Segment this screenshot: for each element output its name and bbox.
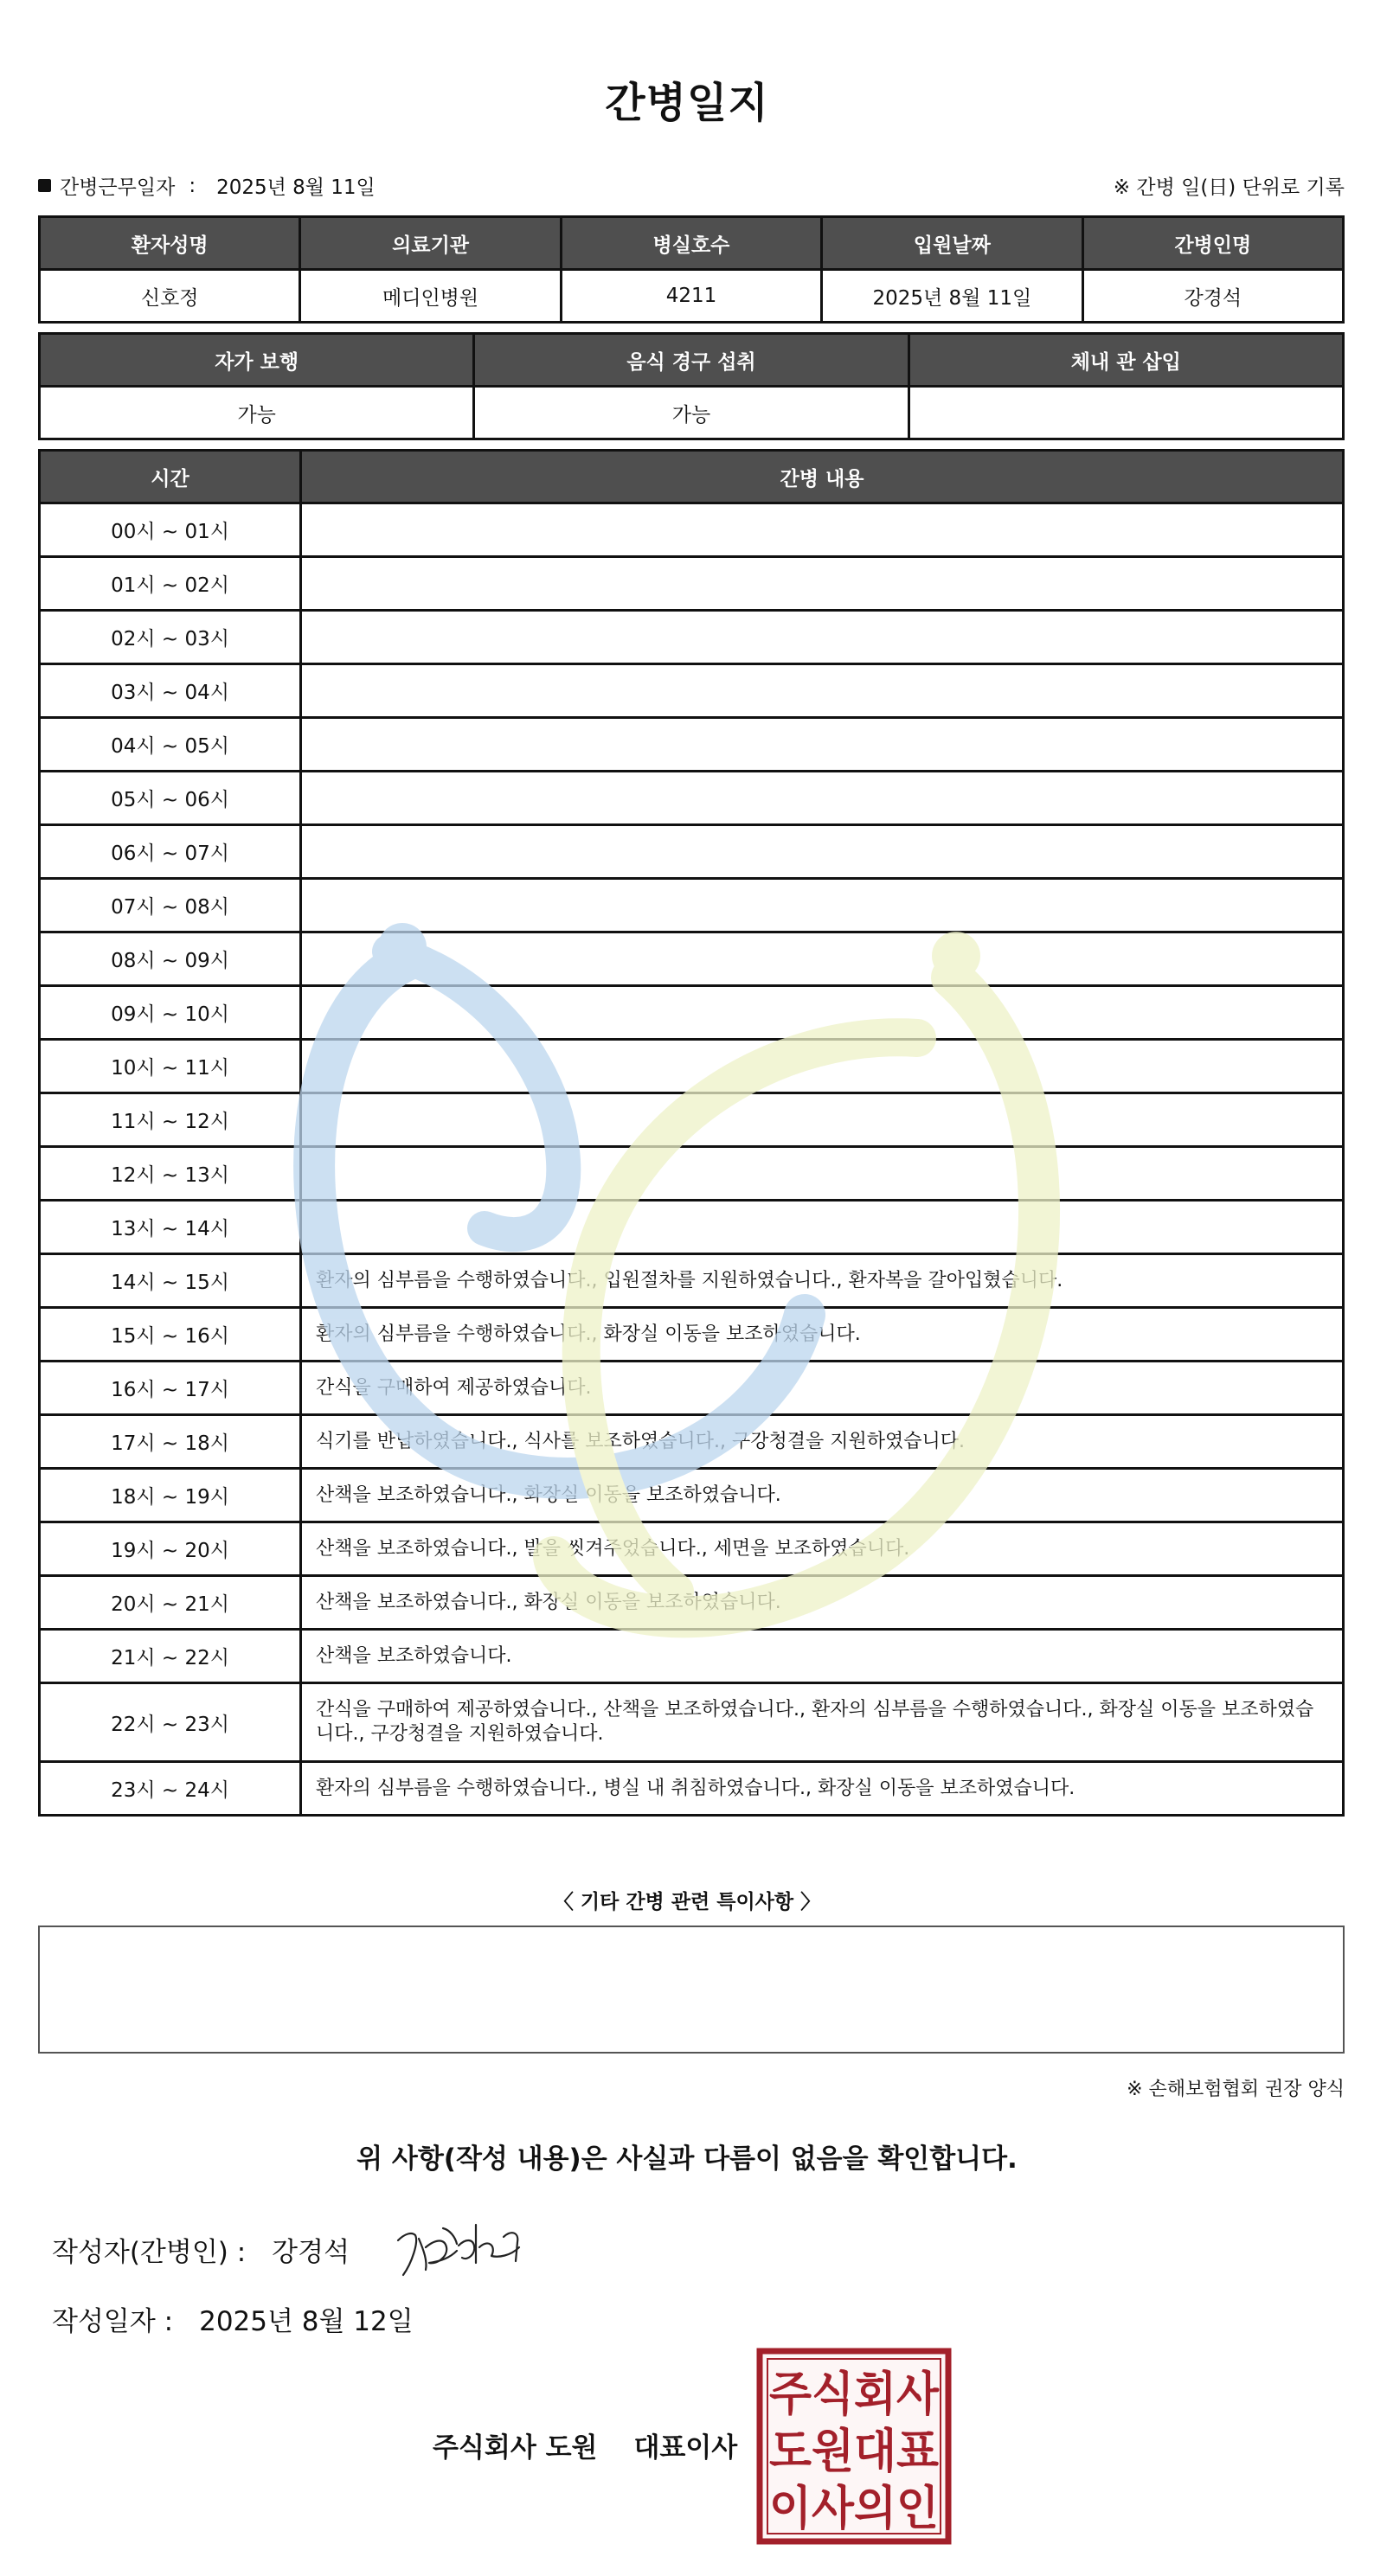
written-date-value: 2025년 8월 12일 [199,2306,414,2337]
time-cell: 06시 ~ 07시 [40,825,301,879]
written-date-label: 작성일자 : [52,2306,174,2337]
oral-intake: 가능 [474,387,909,439]
table-row [40,1762,1344,1816]
bullet-square-icon [38,179,51,192]
work-date-value: 2025년 8월 11일 [216,176,376,199]
content-cell [301,503,1344,557]
content-cell [301,664,1344,718]
header-time: 시간 [40,451,301,503]
document-title: 간병일지 [605,79,769,127]
table-row [40,1576,1344,1630]
table-row [40,718,1344,772]
content-cell: 간식을 구매하여 제공하였습니다., 산책을 보조하였습니다., 환자의 심부름을 수행하였습니다., 화장실 이동을 보조하였습니다., 구강청결을 지원하였습니다. [301,1683,1344,1762]
work-date-colon: : [189,174,196,197]
header-patient-name: 환자성명 [40,217,300,270]
content-cell [301,1093,1344,1147]
table-header-row [40,217,1344,270]
company-name: 주식회사 도원 [433,2432,598,2464]
remarks-box [38,1926,1345,2054]
table-row [40,387,1344,439]
table-row [40,1522,1344,1576]
header-oral-intake: 음식 경구 섭취 [474,334,909,387]
caregiver-name: 강경석 [1082,270,1343,323]
time-cell: 08시 ~ 09시 [40,932,301,986]
time-cell: 11시 ~ 12시 [40,1093,301,1147]
unit-note: ※ 간병 일(日) 단위로 기록 [1113,176,1345,199]
work-date-label: 간병근무일자 [60,176,176,199]
table-header-row [40,451,1344,503]
hospital: 메디인병원 [300,270,561,323]
time-cell: 05시 ~ 06시 [40,772,301,825]
header-tube-insertion: 체내 관 삽입 [909,334,1343,387]
work-date [38,171,376,200]
content-cell: 산책을 보조하였습니다. [301,1630,1344,1683]
table-row [40,270,1344,323]
tube-insertion [909,387,1343,439]
written-date-row [52,2299,414,2338]
time-cell: 02시 ~ 03시 [40,611,301,664]
table-row [40,1201,1344,1254]
admission-date: 2025년 8월 11일 [822,270,1082,323]
content-cell: 환자의 심부름을 수행하였습니다., 입원절차를 지원하였습니다., 환자복을 갈아입혔습니다. [301,1254,1344,1308]
content-cell: 환자의 심부름을 수행하였습니다., 화장실 이동을 보조하였습니다. [301,1308,1344,1362]
content-cell: 산책을 보조하였습니다., 화장실 이동을 보조하였습니다. [301,1576,1344,1630]
content-cell: 환자의 심부름을 수행하였습니다., 병실 내 취침하였습니다., 화장실 이동을 보조하였습니다. [301,1762,1344,1816]
table-row [40,503,1344,557]
content-cell [301,932,1344,986]
content-cell: 간식을 구매하여 제공하였습니다. [301,1362,1344,1415]
seal-line-2: 도원대표 [769,2424,939,2478]
table-row [40,557,1344,611]
time-cell: 23시 ~ 24시 [40,1762,301,1816]
seal-line-1: 주식회사 [769,2367,940,2421]
header-hospital: 의료기관 [300,217,561,270]
header-room-number: 병실호수 [561,217,821,270]
table-row [40,932,1344,986]
content-cell [301,611,1344,664]
table-row [40,1040,1344,1093]
content-cell [301,1201,1344,1254]
content-cell [301,986,1344,1040]
patient-name: 신호정 [40,270,300,323]
table-row [40,1362,1344,1415]
header-caregiver-name: 간병인명 [1082,217,1343,270]
company-seal-stamp [754,2346,953,2547]
table-row [40,879,1344,932]
content-cell [301,1147,1344,1201]
meta-row [38,171,1345,201]
time-cell: 01시 ~ 02시 [40,557,301,611]
header-self-walking: 자가 보행 [40,334,474,387]
table-row [40,825,1344,879]
remarks-title: 〈 기타 간병 관련 특이사항 〉 [553,1891,821,1913]
time-cell: 15시 ~ 16시 [40,1308,301,1362]
seal-line-3: 이사의인 [769,2481,939,2535]
content-cell [301,718,1344,772]
table-row [40,1308,1344,1362]
patient-ability-table [38,332,1345,440]
time-cell: 04시 ~ 05시 [40,718,301,772]
care-log-table [38,449,1345,1817]
table-row [40,611,1344,664]
table-row [40,772,1344,825]
table-row [40,986,1344,1040]
writer-row [52,2230,350,2269]
time-cell: 10시 ~ 11시 [40,1040,301,1093]
time-cell: 22시 ~ 23시 [40,1683,301,1762]
writer-name: 강경석 [272,2237,350,2268]
header-admission-date: 입원날짜 [822,217,1082,270]
table-row [40,1415,1344,1469]
time-cell: 18시 ~ 19시 [40,1469,301,1522]
handwritten-signature [389,2213,545,2282]
time-cell: 03시 ~ 04시 [40,664,301,718]
time-cell: 16시 ~ 17시 [40,1362,301,1415]
writer-label: 작성자(간병인) : [52,2237,247,2268]
time-cell: 09시 ~ 10시 [40,986,301,1040]
company-ceo-title: 대표이사 [633,2432,738,2464]
time-cell: 19시 ~ 20시 [40,1522,301,1576]
time-cell: 13시 ~ 14시 [40,1201,301,1254]
content-cell [301,825,1344,879]
content-cell: 산책을 보조하였습니다., 발을 씻겨주었습니다., 세면을 보조하였습니다. [301,1522,1344,1576]
header-care-content: 간병 내용 [301,451,1344,503]
time-cell: 17시 ~ 18시 [40,1415,301,1469]
time-cell: 20시 ~ 21시 [40,1576,301,1630]
content-cell [301,772,1344,825]
table-header-row [40,334,1344,387]
confirm-statement: 위 사항(작성 내용)은 사실과 다름이 없음을 확인합니다. [356,2143,1018,2175]
content-cell [301,879,1344,932]
time-cell: 21시 ~ 22시 [40,1630,301,1683]
time-cell: 00시 ~ 01시 [40,503,301,557]
table-row [40,1147,1344,1201]
content-cell: 식기를 반납하였습니다., 식사를 보조하였습니다., 구강청결을 지원하였습니다. [301,1415,1344,1469]
time-cell: 12시 ~ 13시 [40,1147,301,1201]
table-row [40,664,1344,718]
content-cell [301,1040,1344,1093]
table-row [40,1093,1344,1147]
room-number: 4211 [561,270,821,323]
table-row [40,1469,1344,1522]
time-cell: 14시 ~ 15시 [40,1254,301,1308]
company-signature [433,2425,737,2464]
table-row [40,1630,1344,1683]
content-cell: 산책을 보조하였습니다., 화장실 이동을 보조하였습니다. [301,1469,1344,1522]
table-row [40,1254,1344,1308]
time-cell: 07시 ~ 08시 [40,879,301,932]
patient-info-table [38,215,1345,324]
table-row [40,1683,1344,1762]
self-walking: 가능 [40,387,474,439]
content-cell [301,557,1344,611]
recommend-note: ※ 손해보험협회 권장 양식 [1127,2079,1345,2100]
